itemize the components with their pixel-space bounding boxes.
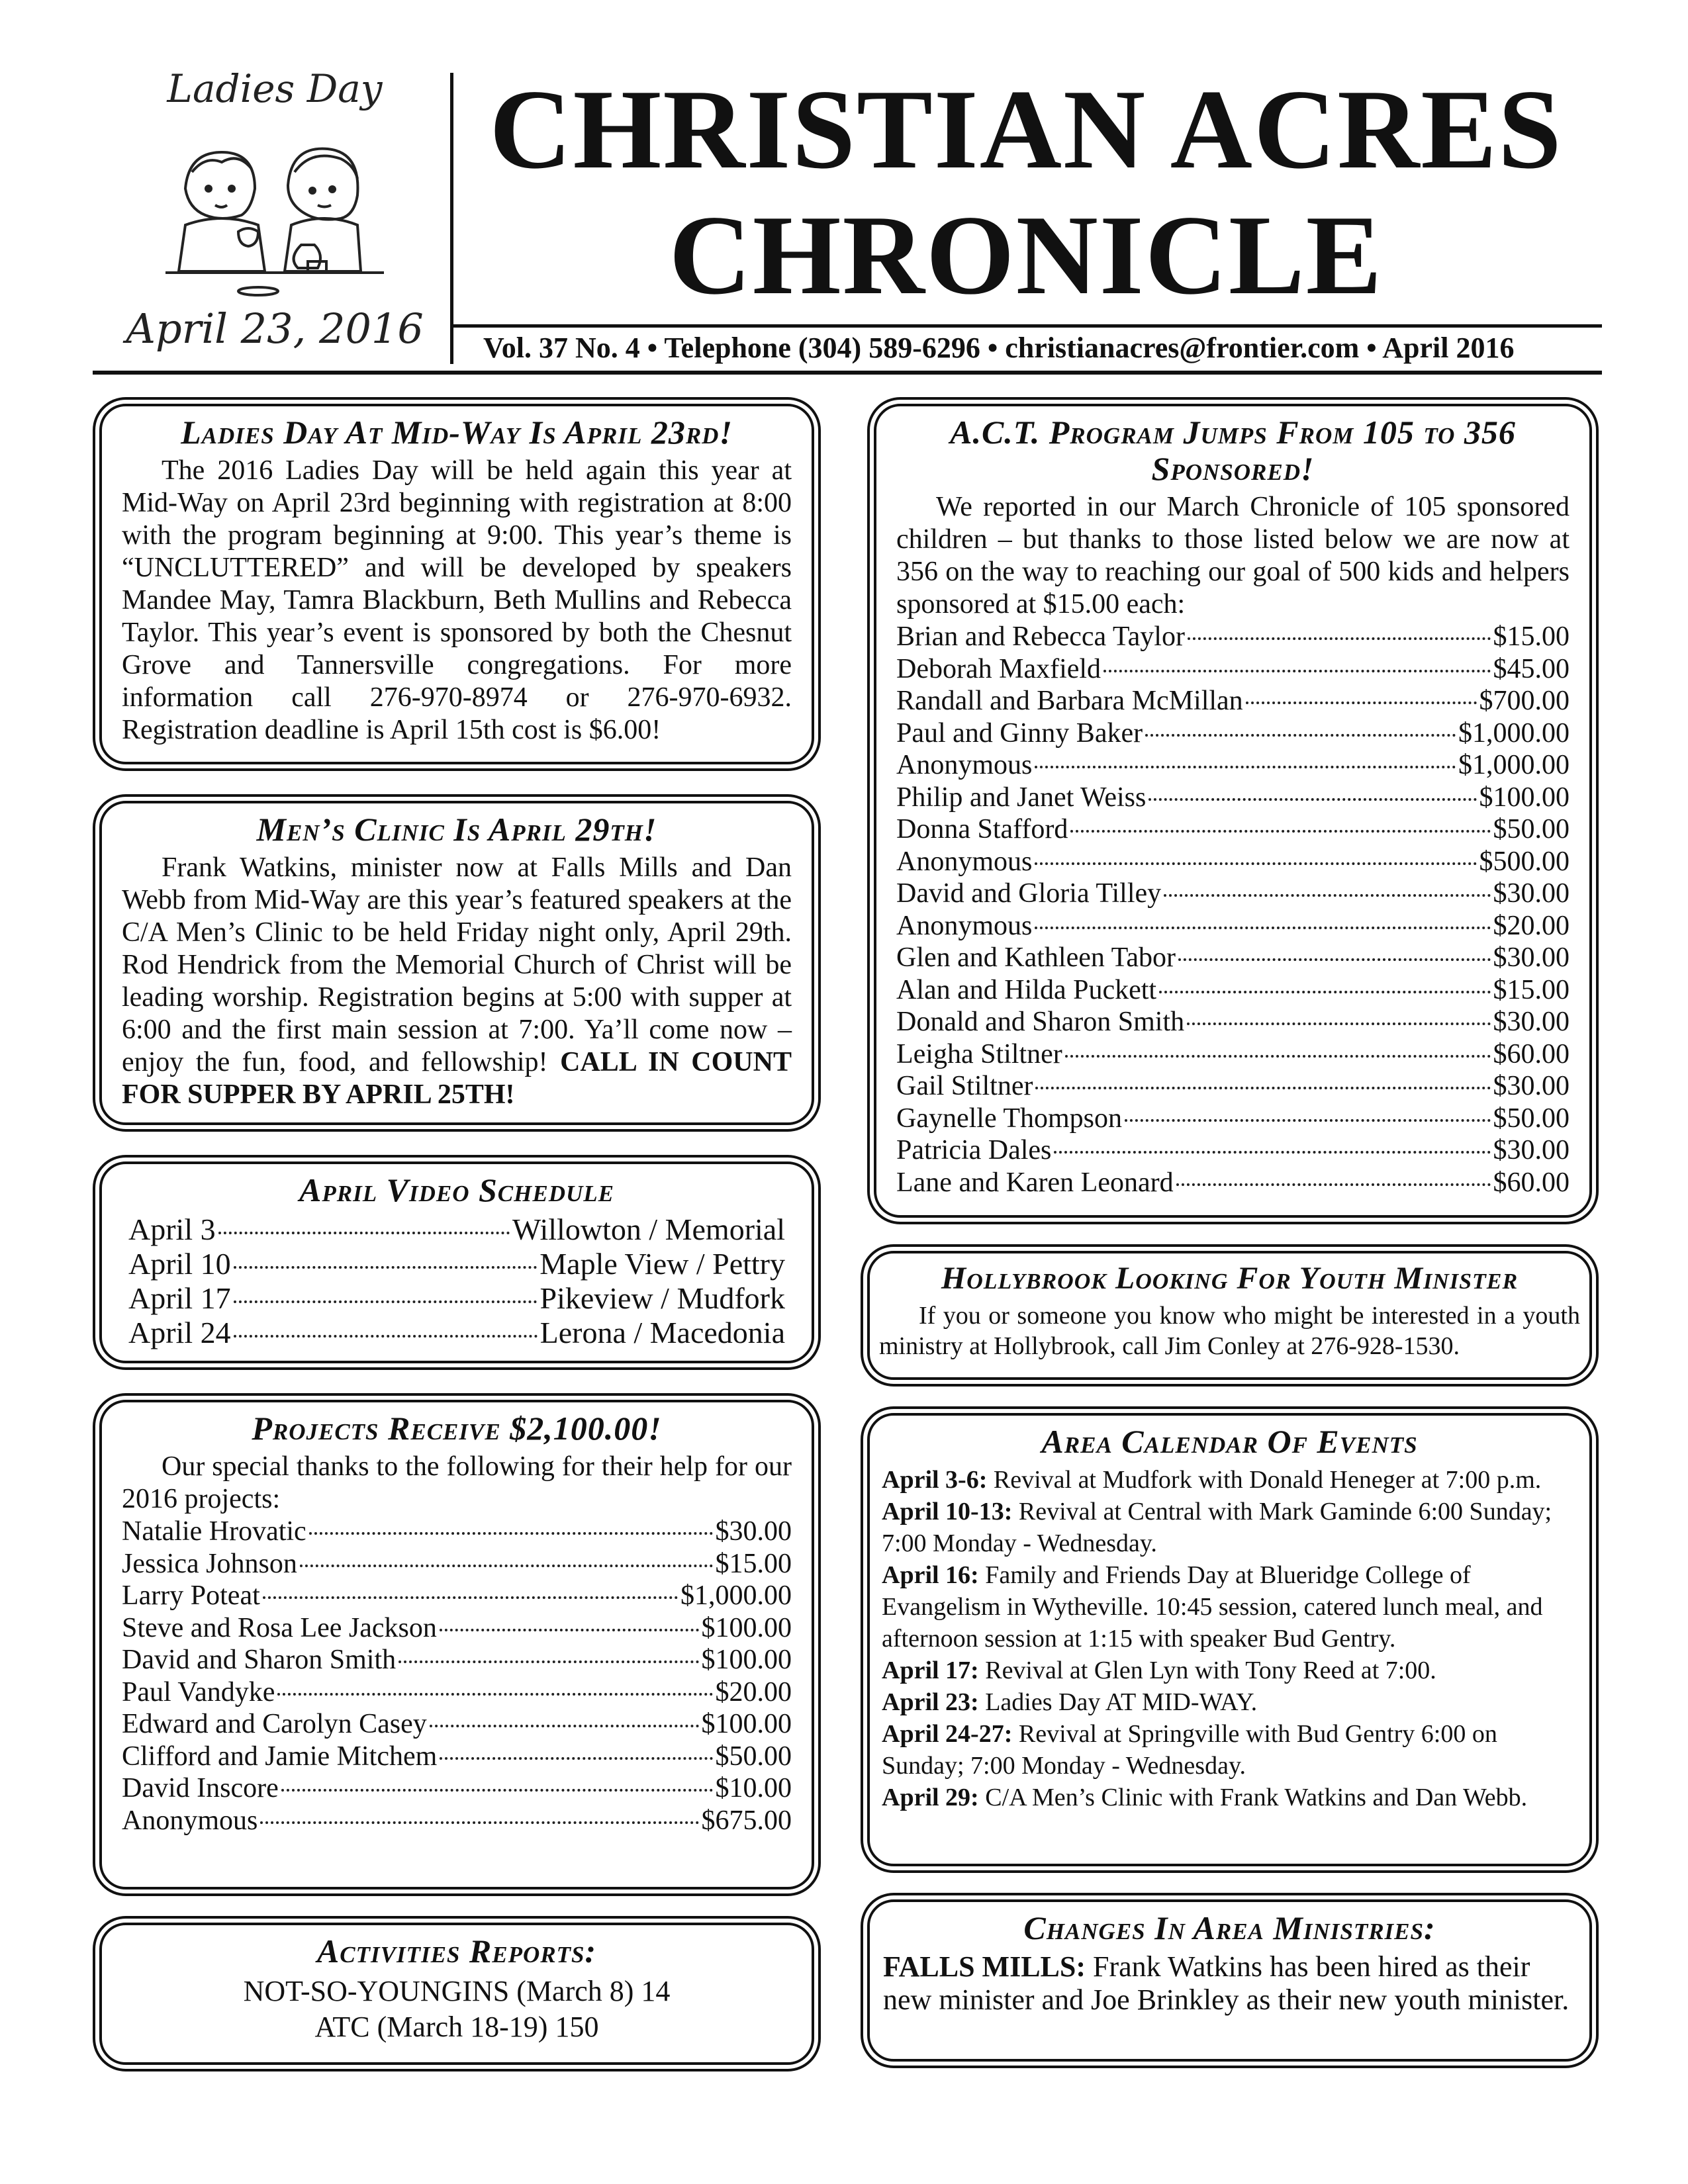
logo-top-caption: Ladies Day	[167, 66, 383, 111]
act-sponsor-list	[896, 621, 1570, 1199]
schedule-row: April 3 Willowton / Memorial	[128, 1212, 785, 1246]
sponsor-row: Randall and Barbara McMillan $700.00	[896, 686, 1570, 716]
calendar-event: April 29: C/A Men’s Clinic with Frank Watkins and Dan Webb.	[882, 1784, 1528, 1811]
ladies-tea-illustration	[159, 126, 391, 298]
issue-date: April 2016	[1382, 332, 1515, 364]
title-underline	[453, 324, 1602, 328]
sponsor-row: Brian and Rebecca Taylor $15.00	[896, 621, 1570, 652]
sponsor-row: Deborah Maxfield $45.00	[896, 653, 1570, 684]
newsletter-title-line1: CHRISTIAN ACRES	[489, 67, 1563, 193]
donor-row: Clifford and Jamie Mitchem $50.00	[122, 1741, 792, 1772]
ministry-change-text: FALLS MILLS: Frank Watkins has been hired as their new minister and Joe Brinkley as their new youth minister.	[883, 1950, 1570, 2016]
calendar-event: April 24-27: Revival at Springville with Bud Gentry 6:00 on Sunday; 7:00 Monday - Wednesday.	[882, 1720, 1497, 1780]
act-program-box	[874, 404, 1592, 1218]
sponsor-row: Anonymous $500.00	[896, 846, 1570, 877]
sponsor-row: Donna Stafford $50.00	[896, 814, 1570, 844]
schedule-row: April 17 Pikeview / Mudfork	[128, 1281, 785, 1315]
logo-bottom-caption: April 23, 2016	[126, 304, 424, 353]
area-calendar-box	[867, 1413, 1592, 1866]
donor-row: Larry Poteat $1,000.00	[122, 1580, 792, 1611]
box-title: Hollybrook Looking For Youth Minister	[941, 1261, 1519, 1296]
video-schedule-list	[122, 1212, 792, 1350]
article-title: Ladies Day At Mid-Way Is April 23rd!	[181, 414, 733, 451]
calendar-event: April 16: Family and Friends Day at Blueridge College of Evangelism in Wytheville. 10:45 session, catered lunch meal, and afternoon session at 1:15 with speaker Bud Gentry.	[882, 1561, 1543, 1653]
activity-line: NOT-SO-YOUNGINS (March 8) 14	[243, 1975, 671, 2007]
box-title: Area Calendar Of Events	[1041, 1423, 1418, 1460]
article-body	[122, 455, 792, 747]
separator: •	[647, 332, 658, 364]
schedule-row: April 10 Maple View / Pettry	[128, 1247, 785, 1281]
box-title: April Video Schedule	[299, 1171, 614, 1208]
calendar-event: April 17: Revival at Glen Lyn with Tony Reed at 7:00.	[882, 1657, 1436, 1684]
donor-row: Paul Vandyke $20.00	[122, 1676, 792, 1707]
calendar-event: April 10-13: Revival at Central with Mark Gaminde 6:00 Sunday; 7:00 Monday - Wednesday.	[882, 1498, 1552, 1557]
sponsor-row: Gaynelle Thompson $50.00	[896, 1103, 1570, 1134]
sponsor-row: Alan and Hilda Puckett $15.00	[896, 974, 1570, 1005]
telephone: Telephone (304) 589-6296	[664, 332, 980, 364]
newsletter-title-line2: CHRONICLE	[669, 193, 1383, 318]
sponsor-row: Glen and Kathleen Tabor $30.00	[896, 942, 1570, 973]
projects-intro: Our special thanks to the following for their help for our 2016 projects:	[122, 1451, 792, 1514]
article-paragraph-text: Frank Watkins, minister now at Falls Mills and Dan Webb from Mid-Way are this year’s featured speakers at the C/A Men’s Clinic to be held Friday night only, April 29th. Rod Hendrick from the Memorial Church of Christ will be leading worship. Registration begins at 5:00 with supper at 6:00 and the first main session at 7:00. Ya’ll come now – enjoy the fun, food, and fellowship!	[122, 852, 792, 1077]
box-title: Projects Receive $2,100.00!	[252, 1410, 662, 1447]
activity-line: ATC (March 18-19) 150	[314, 2011, 599, 2043]
projects-box	[99, 1400, 814, 1889]
article-title: Men’s Clinic Is April 29th!	[256, 811, 657, 848]
sponsor-row: Lane and Karen Leonard $60.00	[896, 1167, 1570, 1198]
sponsor-row: Gail Stiltner $30.00	[896, 1071, 1570, 1101]
ladies-day-article	[99, 404, 814, 764]
masthead-bottom-rule	[93, 371, 1602, 375]
donor-row: Jessica Johnson $15.00	[122, 1548, 792, 1579]
call-in-notice: CALL IN COUNT FOR SUPPER BY APRIL 25TH!	[122, 1047, 792, 1110]
projects-donor-list	[122, 1516, 792, 1837]
donor-row: Steve and Rosa Lee Jackson $100.00	[122, 1612, 792, 1643]
ladies-day-logo	[119, 66, 430, 357]
hollybrook-body: If you or someone you know who might be interested in a youth ministry at Hollybrook, call Jim Conley at 276-928-1530.	[879, 1301, 1580, 1360]
hollybrook-box	[867, 1251, 1592, 1380]
donor-row: Anonymous $675.00	[122, 1805, 792, 1836]
congregation-name: FALLS MILLS:	[883, 1950, 1086, 1983]
article-body	[122, 852, 792, 1111]
calendar-event: April 3-6: Revival at Mudfork with Donald Heneger at 7:00 p.m.	[882, 1466, 1542, 1494]
ministry-changes-box	[867, 1899, 1592, 2062]
donor-row: Natalie Hrovatic $30.00	[122, 1516, 792, 1547]
calendar-event-list	[882, 1464, 1577, 1813]
sponsor-row: Anonymous $1,000.00	[896, 750, 1570, 780]
sponsor-row: Philip and Janet Weiss $100.00	[896, 782, 1570, 813]
schedule-row: April 24 Lerona / Macedonia	[128, 1316, 785, 1349]
sponsor-row: Anonymous $20.00	[896, 910, 1570, 941]
donor-row: David Inscore $10.00	[122, 1773, 792, 1803]
sponsor-row: Donald and Sharon Smith $30.00	[896, 1007, 1570, 1037]
sponsor-row: Leigha Stiltner $60.00	[896, 1038, 1570, 1069]
issue-info-line	[483, 331, 1595, 365]
donor-row: David and Sharon Smith $100.00	[122, 1645, 792, 1675]
box-title: Changes In Area Ministries:	[1023, 1909, 1436, 1946]
separator: •	[1366, 332, 1377, 364]
volume-number: Vol. 37 No. 4	[483, 332, 640, 364]
donor-row: Edward and Carolyn Casey $100.00	[122, 1709, 792, 1739]
video-schedule-box	[99, 1161, 814, 1363]
activities-reports-box	[99, 1923, 814, 2065]
article-paragraph: The 2016 Ladies Day will be held again this year at Mid-Way on April 23rd beginning with registration at 8:00 with the program beginning at 9:00. This year’s theme is “UNCLUTTERED” and will be developed by speakers Mandee May, Tamra Blackburn, Beth Mullins and Rebecca Taylor. This year’s event is sponsored by both the Chesnut Grove and Tannersville congregations. For more information call 276-970-8974 or 276-970-6932. Registration deadline is April 15th cost is $6.00!	[122, 455, 792, 745]
separator: •	[987, 332, 998, 364]
mens-clinic-article	[99, 801, 814, 1125]
article-paragraph	[122, 852, 792, 1111]
box-title: A.C.T. Program Jumps From 105 to 356 Sponsored!	[950, 414, 1516, 487]
box-title: Activities Reports:	[316, 1933, 597, 1970]
masthead-divider	[450, 73, 453, 364]
email-address[interactable]: christianacres@frontier.com	[1005, 332, 1360, 364]
sponsor-row: Patricia Dales $30.00	[896, 1135, 1570, 1165]
sponsor-row: Paul and Ginny Baker $1,000.00	[896, 717, 1570, 749]
sponsor-row: David and Gloria Tilley $30.00	[896, 878, 1570, 909]
act-program-intro: We reported in our March Chronicle of 105 sponsored children – but thanks to those listed below we are now at 356 on the way to reaching our goal of 500 kids and helpers sponsored at $15.00 each:	[896, 492, 1570, 619]
calendar-event: April 23: Ladies Day AT MID-WAY.	[882, 1688, 1258, 1716]
